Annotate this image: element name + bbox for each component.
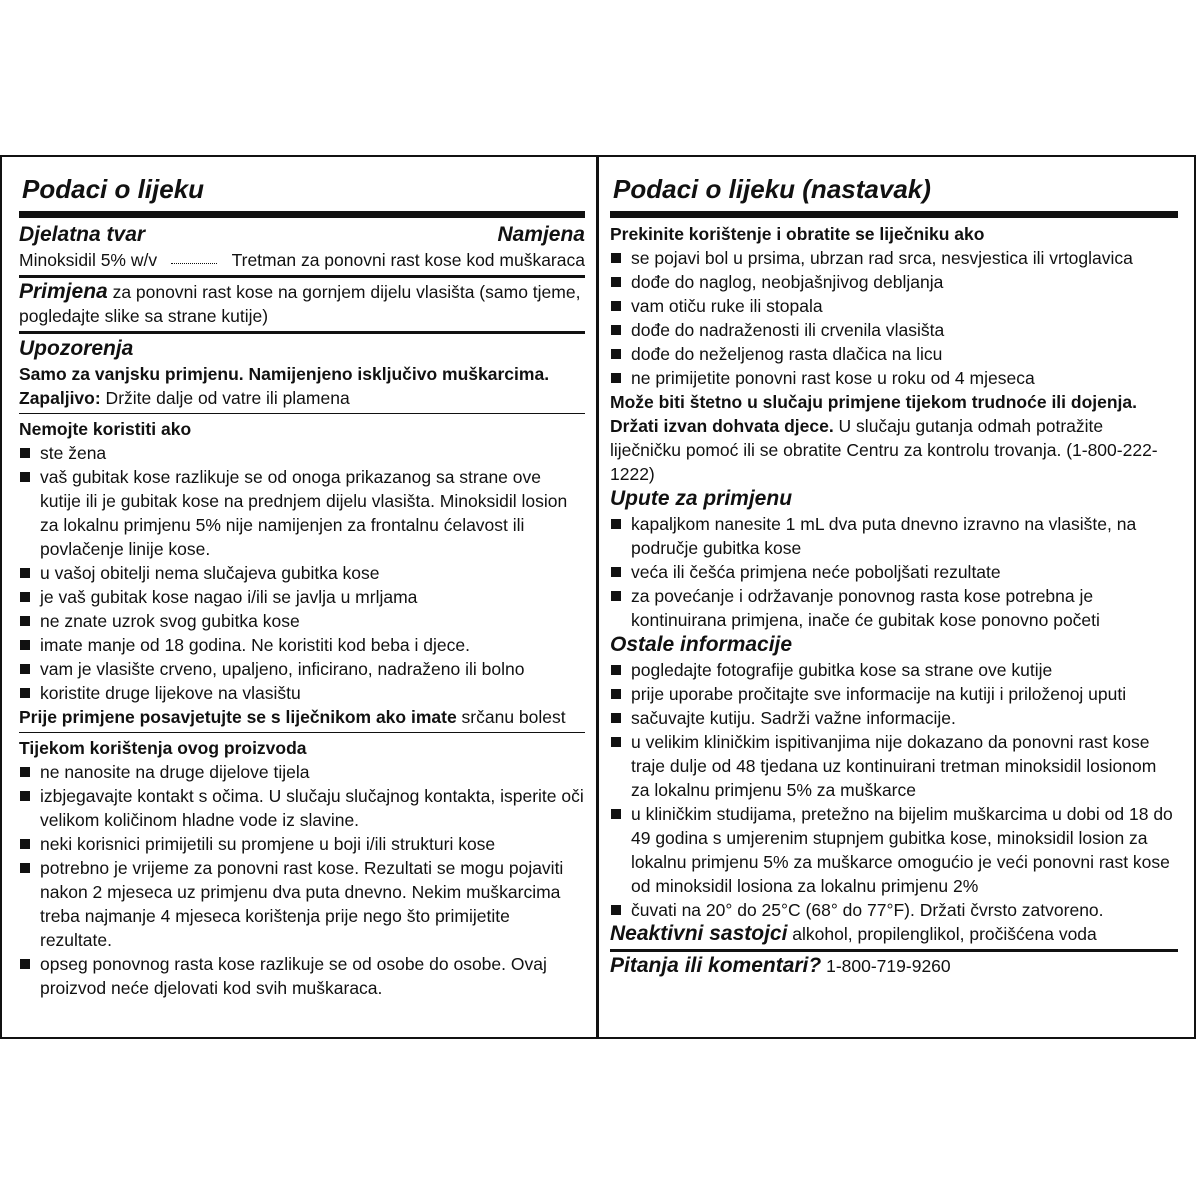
during-use-heading: Tijekom korištenja ovog proizvoda bbox=[19, 738, 307, 758]
purpose-value: Tretman za ponovni rast kose kod muškaraca bbox=[231, 250, 585, 270]
list-item: pogledajte fotografije gubitka kose sa strane ove kutije bbox=[610, 658, 1178, 682]
external-use-only: Samo za vanjsku primjenu. Namijenjeno isključivo muškarcima. bbox=[19, 364, 550, 384]
list-item: je vaš gubitak kose nagao i/ili se javlja u mrljama bbox=[19, 585, 585, 609]
other-info-list bbox=[610, 658, 1178, 922]
list-item: veća ili češća primjena neće poboljšati rezultate bbox=[610, 560, 1178, 584]
active-purpose-header bbox=[19, 222, 585, 248]
warnings-heading: Upozorenja bbox=[19, 337, 134, 360]
list-item: koristite druge lijekove na vlasištu bbox=[19, 681, 585, 705]
list-item: izbjegavajte kontakt s očima. U slučaju slučajnog kontakta, isperite oči velikom količinom hladne vode iz slavine. bbox=[19, 784, 585, 832]
children-text: U slučaju gutanja odmah potražite liječničku pomoć ili se obratite Centru za kontrolu trovanja. (1-800-222-1222) bbox=[610, 416, 1158, 484]
drug-facts-continued-title: Podaci o lijeku (nastavak) bbox=[613, 174, 931, 204]
inactive-ingredients bbox=[610, 922, 1178, 946]
list-item: u velikim kliničkim ispitivanjima nije dokazano da ponovni rast kose traje dulje od 48 tjedana uz kontinuirani tretman minoksidil losionom za lokalnu primjenu 5% za muškarce bbox=[610, 730, 1178, 802]
use-section bbox=[19, 280, 585, 328]
list-item: imate manje od 18 godina. Ne koristiti kod beba i djece. bbox=[19, 633, 585, 657]
do-not-use-heading: Nemojte koristiti ako bbox=[19, 419, 192, 439]
stop-use-heading: Prekinite korištenje i obratite se liječniku ako bbox=[610, 224, 985, 244]
use-label: Primjena bbox=[19, 280, 108, 303]
drug-facts-right-column bbox=[599, 157, 1194, 1037]
children-bold: Držati izvan dohvata djece. bbox=[610, 416, 834, 436]
list-item: dođe do naglog, neobjašnjivog debljanja bbox=[610, 270, 1178, 294]
during-use-list bbox=[19, 760, 585, 1000]
list-item: ne primijetite ponovni rast kose u roku od 4 mjeseca bbox=[610, 366, 1178, 390]
list-item: za povećanje i održavanje ponovnog rasta kose potrebna je kontinuirana primjena, inače će gubitak kose ponovno početi bbox=[610, 584, 1178, 632]
directions-list bbox=[610, 512, 1178, 632]
drug-facts-left-column bbox=[2, 157, 599, 1037]
keep-from-children bbox=[610, 414, 1178, 486]
directions-heading: Upute za primjenu bbox=[610, 487, 793, 510]
divider-thick bbox=[610, 211, 1178, 218]
list-item: ne nanosite na druge dijelove tijela bbox=[19, 760, 585, 784]
list-item: potrebno je vrijeme za ponovni rast kose. Rezultati se mogu pojaviti nakon 2 mjeseca uz primjenu dva puta dnevno. Nekim muškarcima treba najmanje 4 mjeseca korištenja prije nego što primijetite rezultate. bbox=[19, 856, 585, 952]
divider bbox=[610, 949, 1178, 952]
active-ingredient-label: Djelatna tvar bbox=[19, 223, 146, 246]
questions-label: Pitanja ili komentari? bbox=[610, 954, 822, 977]
list-item: dođe do nadraženosti ili crvenila vlasišta bbox=[610, 318, 1178, 342]
pregnancy-warning: Može biti štetno u slučaju primjene tijekom trudnoće ili dojenja. bbox=[610, 392, 1138, 412]
divider bbox=[19, 275, 585, 278]
use-text: za ponovni rast kose na gornjem dijelu vlasišta (samo tjeme, pogledajte slike sa strane kutije) bbox=[19, 282, 581, 326]
stop-use-list bbox=[610, 246, 1178, 390]
list-item: kapaljkom nanesite 1 mL dva puta dnevno izravno na vlasište, na područje gubitka kose bbox=[610, 512, 1178, 560]
divider-thin bbox=[19, 413, 585, 414]
drug-facts-panel bbox=[0, 155, 1196, 1039]
active-ingredient-value: Minoksidil 5% w/v bbox=[19, 250, 158, 270]
list-item: čuvati na 20° do 25°C (68° do 77°F). Držati čvrsto zatvoreno. bbox=[610, 898, 1178, 922]
flammable-warning bbox=[19, 386, 585, 410]
list-item: vaš gubitak kose razlikuje se od onoga prikazanog sa strane ove kutije ili je gubitak kose na prednjem dijelu vlasišta. Minoksidil losion za lokalnu primjenu 5% nije namijenjen za frontalnu ćelavost ili povlačenje linije kose. bbox=[19, 465, 585, 561]
divider-thin bbox=[19, 732, 585, 733]
list-item: sačuvajte kutiju. Sadrži važne informacije. bbox=[610, 706, 1178, 730]
list-item: opseg ponovnog rasta kose razlikuje se od osobe do osobe. Ovaj proizvod neće djelovati kod svih muškaraca. bbox=[19, 952, 585, 1000]
purpose-label: Namjena bbox=[497, 223, 585, 246]
ask-doctor-bold: Prije primjene posavjetujte se s liječnikom ako imate bbox=[19, 707, 457, 727]
list-item: u vašoj obitelji nema slučajeva gubitka kose bbox=[19, 561, 585, 585]
drug-facts-title: Podaci o lijeku bbox=[22, 174, 205, 204]
active-purpose-row bbox=[19, 248, 585, 272]
list-item: ne znate uzrok svog gubitka kose bbox=[19, 609, 585, 633]
inactive-label: Neaktivni sastojci bbox=[610, 922, 788, 945]
list-item: dođe do neželjenog rasta dlačica na licu bbox=[610, 342, 1178, 366]
list-item: vam otiču ruke ili stopala bbox=[610, 294, 1178, 318]
questions-line bbox=[610, 954, 1178, 978]
other-info-heading: Ostale informacije bbox=[610, 633, 793, 656]
questions-phone: 1-800-719-9260 bbox=[821, 956, 951, 976]
list-item: se pojavi bol u prsima, ubrzan rad srca, nesvjestica ili vrtoglavica bbox=[610, 246, 1178, 270]
flammable-label: Zapaljivo: bbox=[19, 388, 101, 408]
list-item: neki korisnici primijetili su promjene u boji i/ili strukturi kose bbox=[19, 832, 585, 856]
inactive-text: alkohol, propilenglikol, pročišćena voda bbox=[787, 924, 1097, 944]
list-item: u kliničkim studijama, pretežno na bijelim muškarcima u dobi od 18 do 49 godina s umjerenim stupnjem gubitka kose, minoksidil losion za lokalnu primjenu 5% za muškarce omogućio je veći ponovni rast kose od minoksidil losiona za lokalnu primjenu 2% bbox=[610, 802, 1178, 898]
dotted-leader bbox=[171, 251, 217, 264]
ask-doctor-text: srčanu bolest bbox=[456, 707, 566, 727]
divider bbox=[19, 331, 585, 334]
do-not-use-list bbox=[19, 441, 585, 705]
flammable-text: Držite dalje od vatre ili plamena bbox=[100, 388, 350, 408]
ask-doctor-line bbox=[19, 705, 585, 729]
list-item: ste žena bbox=[19, 441, 585, 465]
list-item: prije uporabe pročitajte sve informacije na kutiji i priloženoj uputi bbox=[610, 682, 1178, 706]
divider-thick bbox=[19, 211, 585, 218]
list-item: vam je vlasište crveno, upaljeno, inficirano, nadraženo ili bolno bbox=[19, 657, 585, 681]
